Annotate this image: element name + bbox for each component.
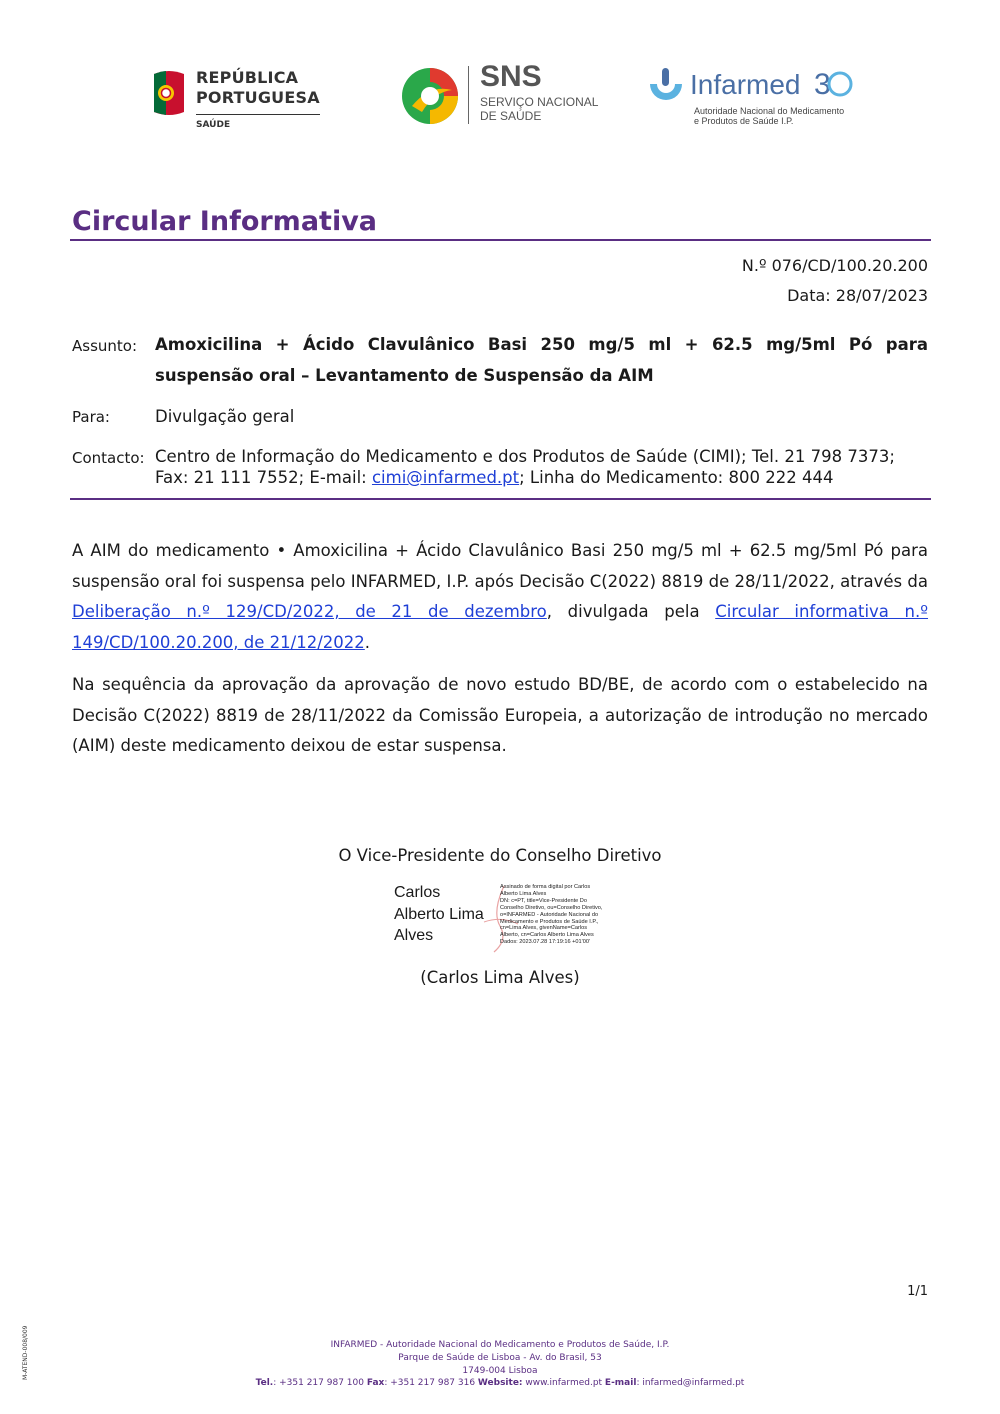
footer-email[interactable]: : infarmed@infarmed.pt [636, 1378, 745, 1388]
sns-subtitle-line1: SERVIÇO NACIONAL [480, 95, 599, 109]
contact-value [155, 446, 928, 488]
circular-date: Data: 28/07/2023 [787, 286, 928, 305]
infarmed-subtitle-line1: Autoridade Nacional do Medicamento [694, 106, 845, 116]
portugal-flag-icon [152, 68, 186, 118]
republica-line1: REPÚBLICA [196, 68, 299, 87]
stamp-line: Alberto, cn=Carlos Alberto Lima Alves [500, 932, 594, 939]
signer-printed-name: (Carlos Lima Alves) [420, 968, 580, 987]
recipient-label: Para: [72, 408, 110, 426]
signer-name-line1: Carlos [394, 884, 441, 901]
infarmed-drop-icon [646, 66, 686, 110]
signature-stamp [500, 884, 612, 946]
body-paragraph-1 [72, 536, 928, 658]
footer-fax: : +351 217 987 316 [384, 1378, 478, 1388]
document-title: Circular Informativa [72, 206, 378, 237]
digital-signature [394, 882, 614, 954]
footer-address: Parque de Saúde de Lisboa - Av. do Brasil, 53 [398, 1353, 602, 1363]
republica-subtitle: SAÚDE [196, 120, 231, 130]
page-number: 1/1 [907, 1284, 928, 1299]
infarmed-subtitle-line2: e Produtos de Saúde I.P. [694, 116, 794, 126]
footer-fax-label: Fax [366, 1378, 385, 1388]
sns-subtitle-line2: DE SAÚDE [480, 109, 542, 123]
subject-value: Amoxicilina + Ácido Clavulânico Basi 250 mg/5 ml + 62.5 mg/5ml Pó para suspensão oral – Levantamento de Suspensão da AIM [155, 335, 928, 385]
footer-postcode: 1749-004 Lisboa [462, 1366, 538, 1376]
contact-line2 [155, 467, 928, 488]
footer-website[interactable]: www.infarmed.pt [522, 1378, 605, 1388]
stamp-line: o=INFARMED - Autoridade Nacional do [500, 911, 599, 918]
fields-divider [70, 498, 931, 500]
anniversary-30-icon [814, 66, 854, 102]
p1-text-c: . [364, 632, 371, 652]
republica-divider [196, 114, 320, 115]
document-form-code: M-ATEND-008/009 [22, 1325, 29, 1380]
footer-org: INFARMED - Autoridade Nacional do Medicamento e Produtos de Saúde, I.P. [330, 1340, 670, 1350]
signer-name [394, 882, 494, 947]
sns-title: SNS [480, 60, 542, 93]
sns-divider [468, 66, 469, 124]
footer-tel-label: Tel. [255, 1378, 274, 1388]
sns-logo [400, 62, 600, 132]
contact-email-link[interactable]: cimi@infarmed.pt [371, 468, 520, 487]
stamp-line: Dados: 2023.07.28 17:19:16 +01'00' [500, 939, 591, 946]
contact-label: Contacto: [72, 449, 145, 467]
stamp-line: Assinado de forma digital por Carlos [500, 884, 591, 890]
deliberacao-link[interactable]: Deliberação n.º 129/CD/2022, de 21 de dezembro [72, 602, 547, 621]
body-paragraph-2: Na sequência da aprovação da aprovação de novo estudo BD/BE, de acordo com o estabelecido na Decisão C(2022) 8819 de 28/11/2022 da Comissão Europeia, a autorização de introdução no mercado (AIM) deste medicamento deixou de estar suspensa. [72, 675, 928, 755]
stamp-line: cn=Lima Alves, givenName=Carlos [500, 925, 588, 932]
sns-swirl-icon [400, 66, 460, 126]
signer-name-line2: Alberto Lima [394, 905, 484, 923]
contact-line1: Centro de Informação do Medicamento e dos Produtos de Saúde (CIMI); Tel. 21 798 7373; [155, 447, 895, 466]
stamp-line: Conselho Diretivo, ou=Conselho Diretivo, [500, 904, 603, 911]
signatory-role: O Vice-Presidente do Conselho Diretivo [338, 846, 662, 865]
republica-portuguesa-logo [150, 66, 330, 134]
contact-fax: Fax: 21 111 7552; E-mail: [155, 468, 372, 487]
stamp-line: DN: c=PT, title=Vice-Presidente Do [500, 897, 587, 904]
stamp-line: Medicamento e Produtos de Saúde I.P., [500, 918, 599, 925]
footer-website-label: Website: [477, 1378, 523, 1388]
stamp-line: Alberto Lima Alves [500, 890, 547, 897]
recipient-value: Divulgação geral [155, 407, 295, 426]
footer-tel: : +351 217 987 100 [273, 1378, 367, 1388]
title-divider [70, 239, 931, 241]
signer-name-line3: Alves [394, 927, 434, 944]
header-logos [150, 62, 870, 142]
svg-text:3: 3 [814, 68, 831, 101]
republica-line2: PORTUGUESA [196, 88, 320, 107]
circular-informativa-link[interactable]: Circular informativa n.º 149/CD/100.20.200, de 21/12/2022 [72, 602, 929, 652]
contact-hotline: ; Linha do Medicamento: 800 222 444 [519, 468, 834, 487]
circular-number: N.º 076/CD/100.20.200 [741, 256, 928, 275]
infarmed-logo [646, 66, 866, 138]
infarmed-name: Infarmed [690, 69, 801, 100]
subject-label: Assunto: [72, 337, 138, 355]
p1-text-b: , divulgada pela [546, 602, 716, 621]
footer-email-label: E-mail [604, 1378, 637, 1388]
p1-text-a: A AIM do medicamento • Amoxicilina + Ácido Clavulânico Basi 250 mg/5 ml + 62.5 mg/5ml Pó para suspensão oral foi suspensa pelo INFARMED, I.P. após Decisão C(2022) 8819 de 28/11/2022, através da [72, 541, 928, 591]
footer-contacts [0, 1377, 1000, 1390]
